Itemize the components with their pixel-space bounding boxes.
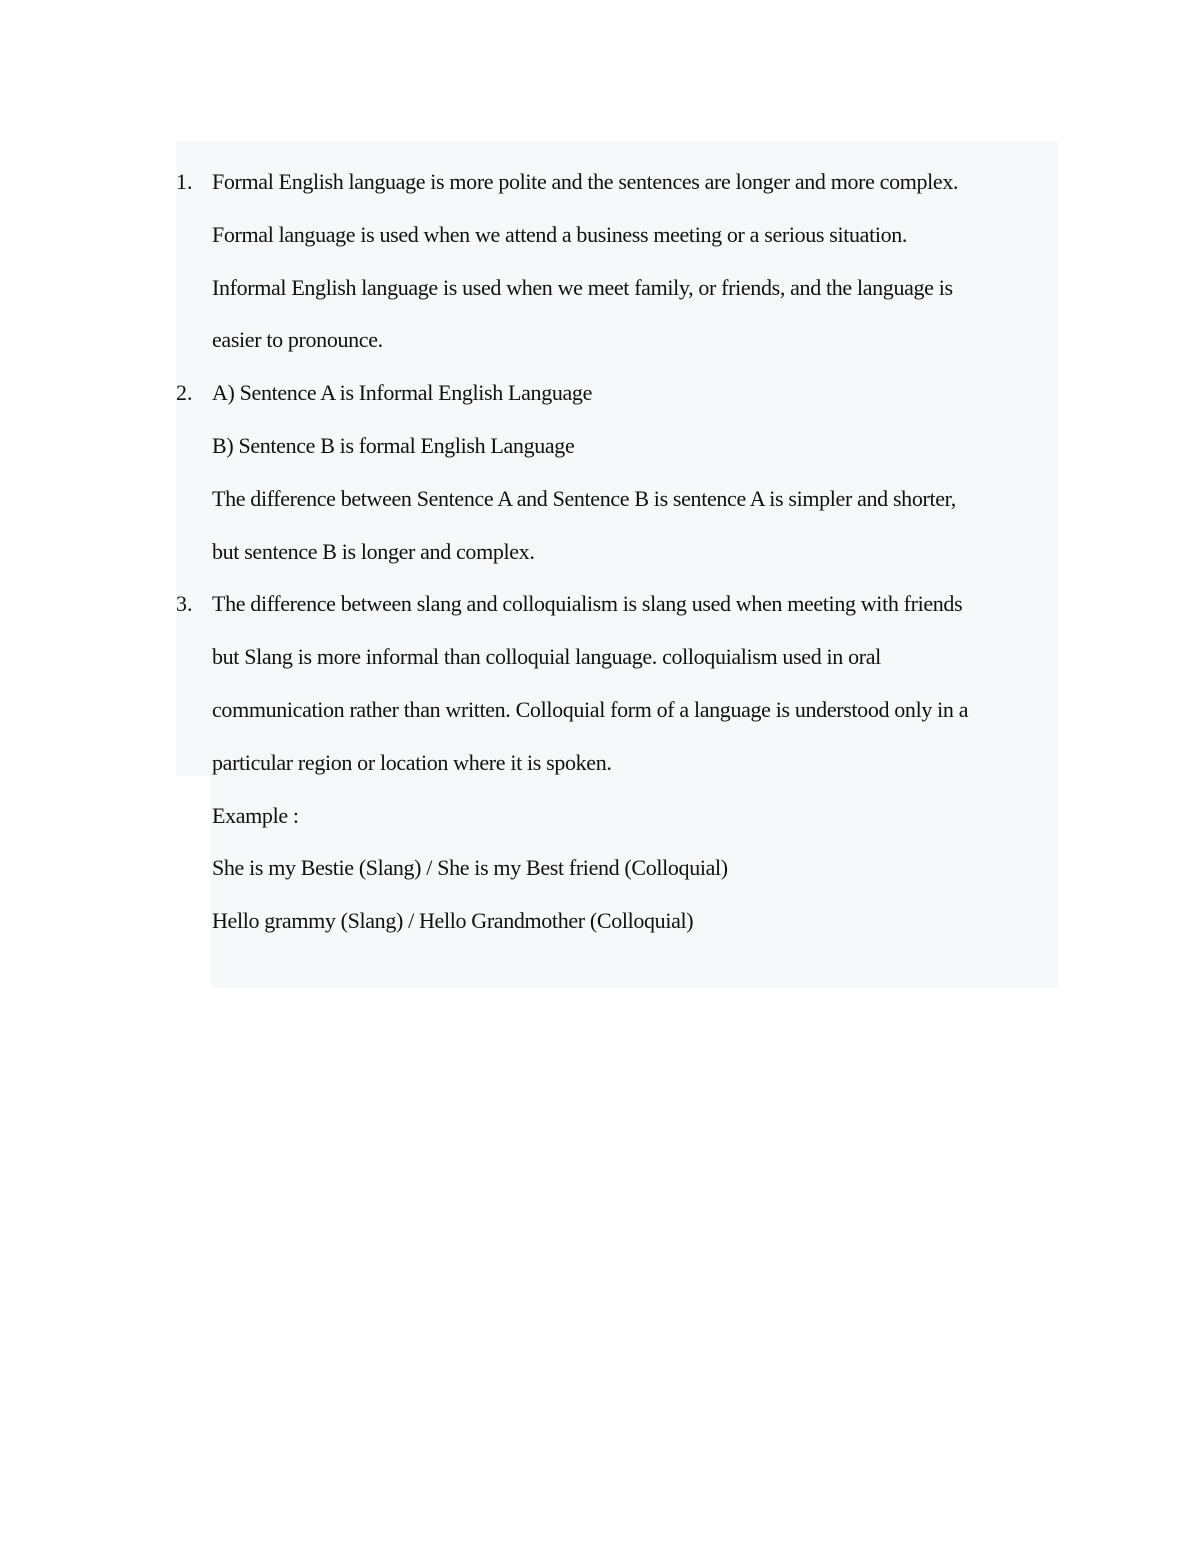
answer-item-2 bbox=[176, 367, 1066, 578]
answer-line: but Slang is more informal than colloquial language. colloquialism used in oral bbox=[212, 644, 881, 670]
answer-line: Informal English language is used when we meet family, or friends, and the language is bbox=[212, 274, 953, 300]
answer-line: communication rather than written. Colloquial form of a language is understood only in a bbox=[212, 696, 969, 722]
answer-item-1 bbox=[176, 156, 1066, 367]
example-line: Hello grammy (Slang) / Hello Grandmother (Colloquial) bbox=[212, 908, 694, 934]
answer-list bbox=[176, 156, 1066, 948]
example-label: Example : bbox=[212, 802, 299, 828]
list-number: 2. bbox=[176, 380, 193, 406]
answer-line: Formal language is used when we attend a business meeting or a serious situation. bbox=[212, 221, 908, 247]
list-number: 1. bbox=[176, 169, 193, 194]
list-number: 3. bbox=[176, 591, 193, 617]
example-line: She is my Bestie (Slang) / She is my Best friend (Colloquial) bbox=[212, 855, 728, 881]
answer-line: The difference between slang and colloquialism is slang used when meeting with friends bbox=[212, 591, 963, 617]
answer-line: Formal English language is more polite and the sentences are longer and more complex. bbox=[212, 169, 959, 194]
answer-line: B) Sentence B is formal English Language bbox=[212, 432, 575, 458]
answer-line: easier to pronounce. bbox=[212, 327, 383, 353]
answer-item-3 bbox=[176, 578, 1066, 948]
answer-line: A) Sentence A is Informal English Language bbox=[212, 380, 592, 406]
answer-line: The difference between Sentence A and Sentence B is sentence A is simpler and shorter, bbox=[212, 485, 956, 511]
answer-line: particular region or location where it is spoken. bbox=[212, 749, 612, 775]
answer-line: but sentence B is longer and complex. bbox=[212, 538, 535, 564]
